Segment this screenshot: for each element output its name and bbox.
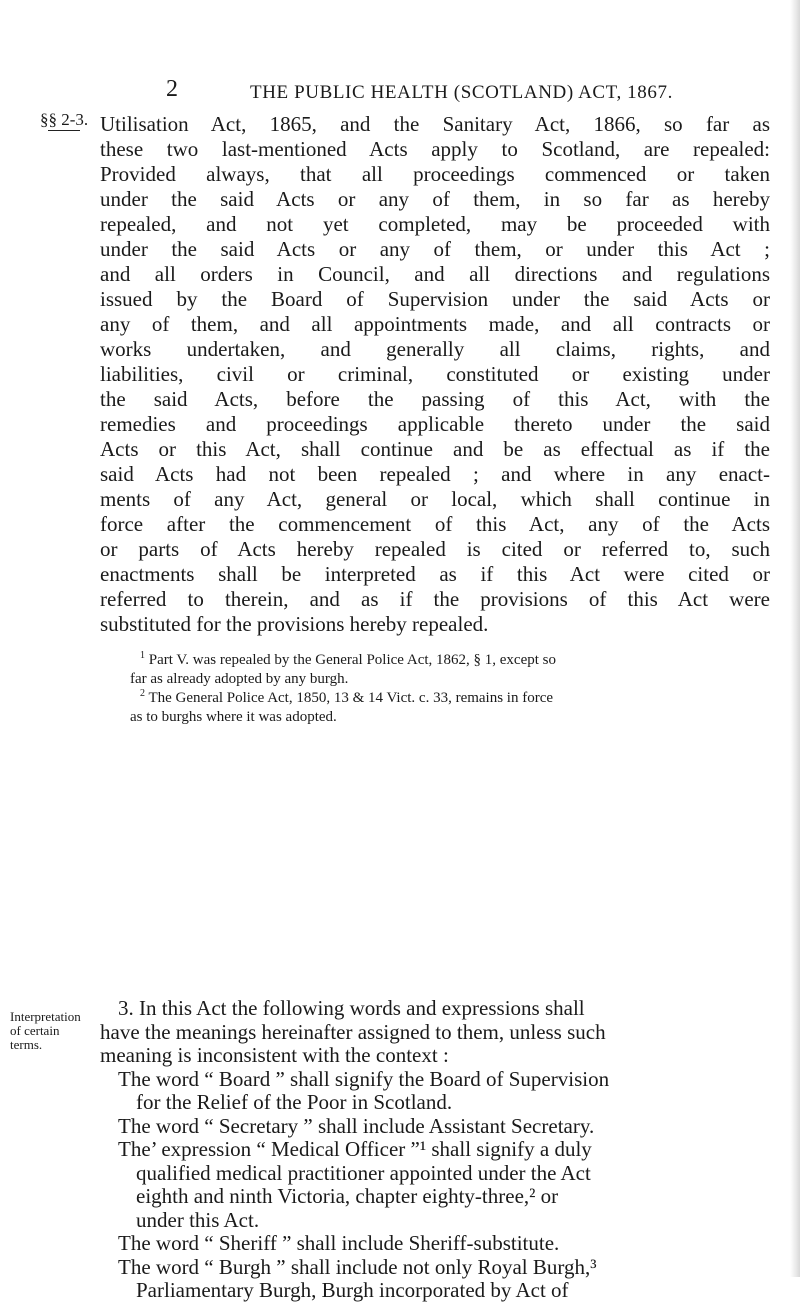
body-line: said Acts had not been repealed ; and where in any enact- — [100, 462, 770, 486]
definition-line: The’ expression “ Medical Officer ”¹ shall signify a duly — [118, 1137, 592, 1161]
margin-note-line: terms. — [10, 1037, 43, 1052]
footnote-text: as to burghs where it was adopted. — [130, 709, 337, 725]
running-title: THE PUBLIC HEALTH (SCOTLAND) ACT, 1867. — [250, 82, 673, 103]
definition-line: The word “ Secretary ” shall include Assistant Secretary. — [118, 1113, 595, 1138]
body-line: under the said Acts or any of them, or under this Act ; — [100, 237, 770, 261]
body-line: works undertaken, and generally all claims, rights, and — [100, 337, 770, 361]
page-number: 2 — [166, 76, 178, 102]
body-line: these two last-mentioned Acts apply to Scotland, are repealed: — [100, 137, 770, 161]
definition-line: Parliamentary Burgh, Burgh incorporated by Act of — [136, 1278, 569, 1302]
footnote-text: The General Police Act, 1850, 13 & 14 Vict. c. 33, remains in force — [148, 690, 554, 706]
section-reference-rule — [48, 130, 80, 131]
footnote-line — [140, 652, 556, 669]
footnote-text: far as already adopted by any burgh. — [130, 671, 349, 687]
body-line: repealed, and not yet completed, may be proceeded with — [100, 212, 770, 236]
section-3-line: have the meanings hereinafter assigned to them, unless such — [100, 1019, 606, 1044]
body-line: or parts of Acts hereby repealed is cited or referred to, such — [100, 537, 770, 561]
body-line: ments of any Act, general or local, which shall continue in — [100, 487, 770, 511]
body-line: and all orders in Council, and all directions and regulations — [100, 262, 770, 286]
footnote-mark: 2 — [140, 688, 145, 699]
section-reference: §§ 2-3. — [40, 110, 89, 129]
margin-note-line: Interpretation — [10, 1009, 81, 1024]
definition-line: under this Act. — [136, 1207, 260, 1232]
margin-note — [10, 1010, 100, 1052]
footnote-line — [130, 709, 337, 726]
body-line: enactments shall be interpreted as if this Act were cited or — [100, 562, 770, 586]
footnote-line — [140, 690, 553, 707]
margin-note-line: of certain — [10, 1023, 60, 1038]
body-line: Utilisation Act, 1865, and the Sanitary Act, 1866, so far as — [100, 112, 770, 136]
body-line: substituted for the provisions hereby repealed. — [100, 612, 489, 636]
body-line: any of them, and all appointments made, and all contracts or — [100, 312, 770, 336]
body-line: Provided always, that all proceedings commenced or taken — [100, 162, 770, 186]
section-3-line: meaning is inconsistent with the context : — [100, 1043, 449, 1067]
page-edge — [790, 0, 800, 1277]
definition-line: The word “ Sheriff ” shall include Sheriff-substitute. — [118, 1231, 560, 1255]
definition-line: for the Relief of the Poor in Scotland. — [136, 1090, 453, 1114]
body-line: Acts or this Act, shall continue and be as effectual as if the — [100, 437, 770, 461]
body-line: force after the commencement of this Act, any of the Acts — [100, 512, 770, 536]
definition-line: The word “ Board ” shall signify the Board of Supervision — [118, 1066, 610, 1091]
footnote-mark: 1 — [140, 650, 145, 661]
definition-line: eighth and ninth Victoria, chapter eighty-three,² or — [136, 1184, 559, 1208]
definition-line: The word “ Burgh ” shall include not only Royal Burgh,³ — [118, 1254, 597, 1279]
body-line: under the said Acts or any of them, in so far as hereby — [100, 187, 770, 211]
footnote-text: Part V. was repealed by the General Police Act, 1862, § 1, except so — [148, 652, 557, 668]
body-line: remedies and proceedings applicable thereto under the said — [100, 412, 770, 436]
running-head — [0, 76, 800, 106]
footnote-line — [130, 671, 348, 688]
body-line: liabilities, civil or criminal, constituted or existing under — [100, 362, 770, 386]
body-line: the said Acts, before the passing of this Act, with the — [100, 387, 770, 411]
body-line: referred to therein, and as if the provisions of this Act were — [100, 587, 770, 611]
section-3-line: 3. In this Act the following words and expressions shall — [118, 996, 585, 1020]
body-line: issued by the Board of Supervision under the said Acts or — [100, 287, 770, 311]
definition-line: qualified medical practitioner appointed under the Act — [136, 1160, 591, 1185]
